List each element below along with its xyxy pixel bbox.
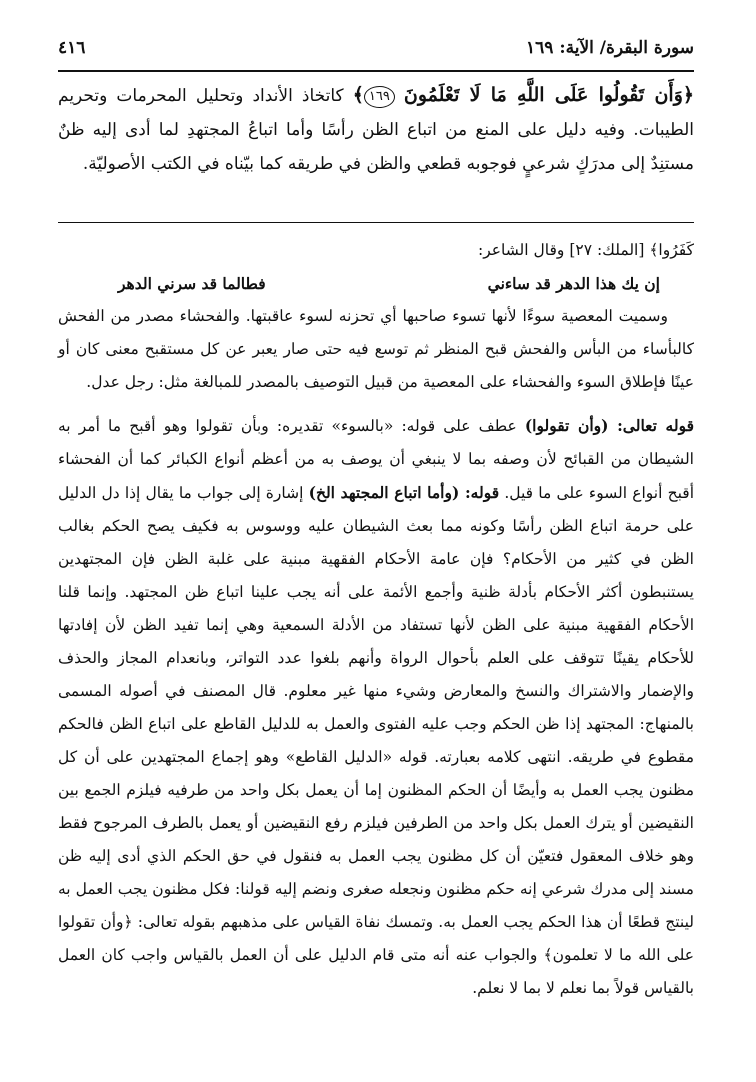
poem-second-hemistich: فطالما قد سرني الدهر xyxy=(118,274,266,293)
header-divider xyxy=(58,70,694,72)
poem-first-hemistich: إن يك هذا الدهر قد ساءني xyxy=(487,274,660,293)
poem-verse xyxy=(58,267,694,300)
footnote-block xyxy=(58,234,694,1005)
footnote-divider xyxy=(58,222,694,223)
quran-verse: ﴿وَأَن تَقُولُوا عَلَى اللَّهِ مَا لَا تَعْلَمُونَ xyxy=(403,84,695,106)
footnote-reference-line: كَفَرُوا﴾ [الملك: ٢٧] وقال الشاعر: xyxy=(477,241,694,259)
lemma-text-1: عطف على قوله: «بالسوء» تقديره: وبأن تقولوا وهو أقبح ما أمر به الشيطان من القبائح لأن وصفه بما لا ينبغي أن يوصف به من أعظم أنواع الكبائر كما أن الفحشاء أقبح أنواع السوء على ما قيل. xyxy=(58,417,694,502)
paragraph-gap xyxy=(58,399,694,409)
verse-number-marker: ١٦٩ xyxy=(364,86,395,108)
lemma-text-2: إشارة إلى جواب ما يقال إذا دل الدليل على حرمة اتباع الظن رأسًا وكونه مما بعث الشيطان عليه ووسوس به فكيف يصح الحكم بغالب الظن في كثير من الأحكام؟ فإن عامة الأحكام الفقهية مبنية على غلبة الظن فإن المجتهدين يستنبطون أكثر الأحكام بأدلة ظنية وأجمع الأئمة على أنه يجب علينا اتباع ظن المجتهد. وإنما قلنا الأحكام الفقهية مبنية على الظن لأنها تستفاد من الأدلة السمعية وهي إنما تفيد الظن لأن إفادتها للأحكام يقينًا تتوقف على العلم بأحوال الرواة وأنهم بلغوا عدد التواتر، وبانعدام المجاز والحذف والإضمار والاشتراك والنسخ والمعارض وشيء منها غير معلوم. قال المصنف في أصوله المسمى بالمنهاج: المجتهد إذا ظن الحكم وجب عليه الفتوى والعمل به للدليل القاطع على اتباع الظن فالحكم مقطوع في طريقه. انتهى كلامه بعبارته. قوله «الدليل القاطع» وهو إجماع المجتهدين على أن كل مظنون يجب العمل به وأيضًا أن الحكم المظنون إما أن يعمل بكل واحد من طرفيه فيلزم الجمع بين النقيضين أو يترك العمل بكل واحد من الطرفين فيلزم رفع النقيضين أو يعمل بالطرف المرجوح فقط وهو خلاف المعقول فتعيّن أن كل مظنون يجب العمل به فنقول في حق الحكم الذي أدى إليه ظن مسند إلى مدرك شرعي إنه حكم مظنون ونجعله صغرى ونضم إليه قولنا: فكل مظنون يجب العمل به لينتج قطعًا أن هذا الحكم يجب العمل به. وتمسك نفاة القياس على مذهبهم بقوله تعالى: ﴿وأن تقولوا على الله ما لا تعلمون﴾ والجواب عنه أنه متى قام الدليل على أن العمل بالقياس واجب كان العمل بالقياس قولاً بما نعلم لا بما لا نعلم. xyxy=(58,484,694,997)
commentary-text: كاتخاذ الأنداد وتحليل المحرمات وتحريم الطيبات. وفيه دليل على المنع من اتباع الظن رأسًا وأما اتباعُ المجتهدِ لما أدى إليه ظنٌ مستنِدٌ إلى مدرَكٍ شرعيٍ فوجوبه قطعي والظن في طريقه كما بيّناه في الكتب الأصوليّة. xyxy=(58,86,694,174)
footnote-paragraph-2 xyxy=(58,409,694,1005)
surah-title: سورة البقرة/ الآية: ١٦٩ xyxy=(526,38,694,58)
lemma-label-2: قوله: (وأما اتباع المجتهد الخ) xyxy=(308,483,500,502)
page-number: ٤١٦ xyxy=(58,38,86,58)
page-header xyxy=(58,38,694,58)
footnote-paragraph-1: وسميت المعصية سوءًا لأنها تسوء صاحبها أي تحزنه لسوء عاقبتها. والفحشاء مصدر من الفحش كالبأساء من البأس والفحش قبح المنظر ثم توسع فيه حتى صار يعبر عن كل مستقبح معنى كان أو عينًا فإطلاق السوء والفحشاء على المعصية من قبيل التوصيف بالمصدر للمبالغة مثل: رجل عدل. xyxy=(58,307,694,391)
commentary-block xyxy=(58,78,694,181)
verse-close-bracket: ﴾ xyxy=(352,84,364,106)
lemma-label-1: قوله تعالى: (وأن تقولوا) xyxy=(524,416,694,435)
